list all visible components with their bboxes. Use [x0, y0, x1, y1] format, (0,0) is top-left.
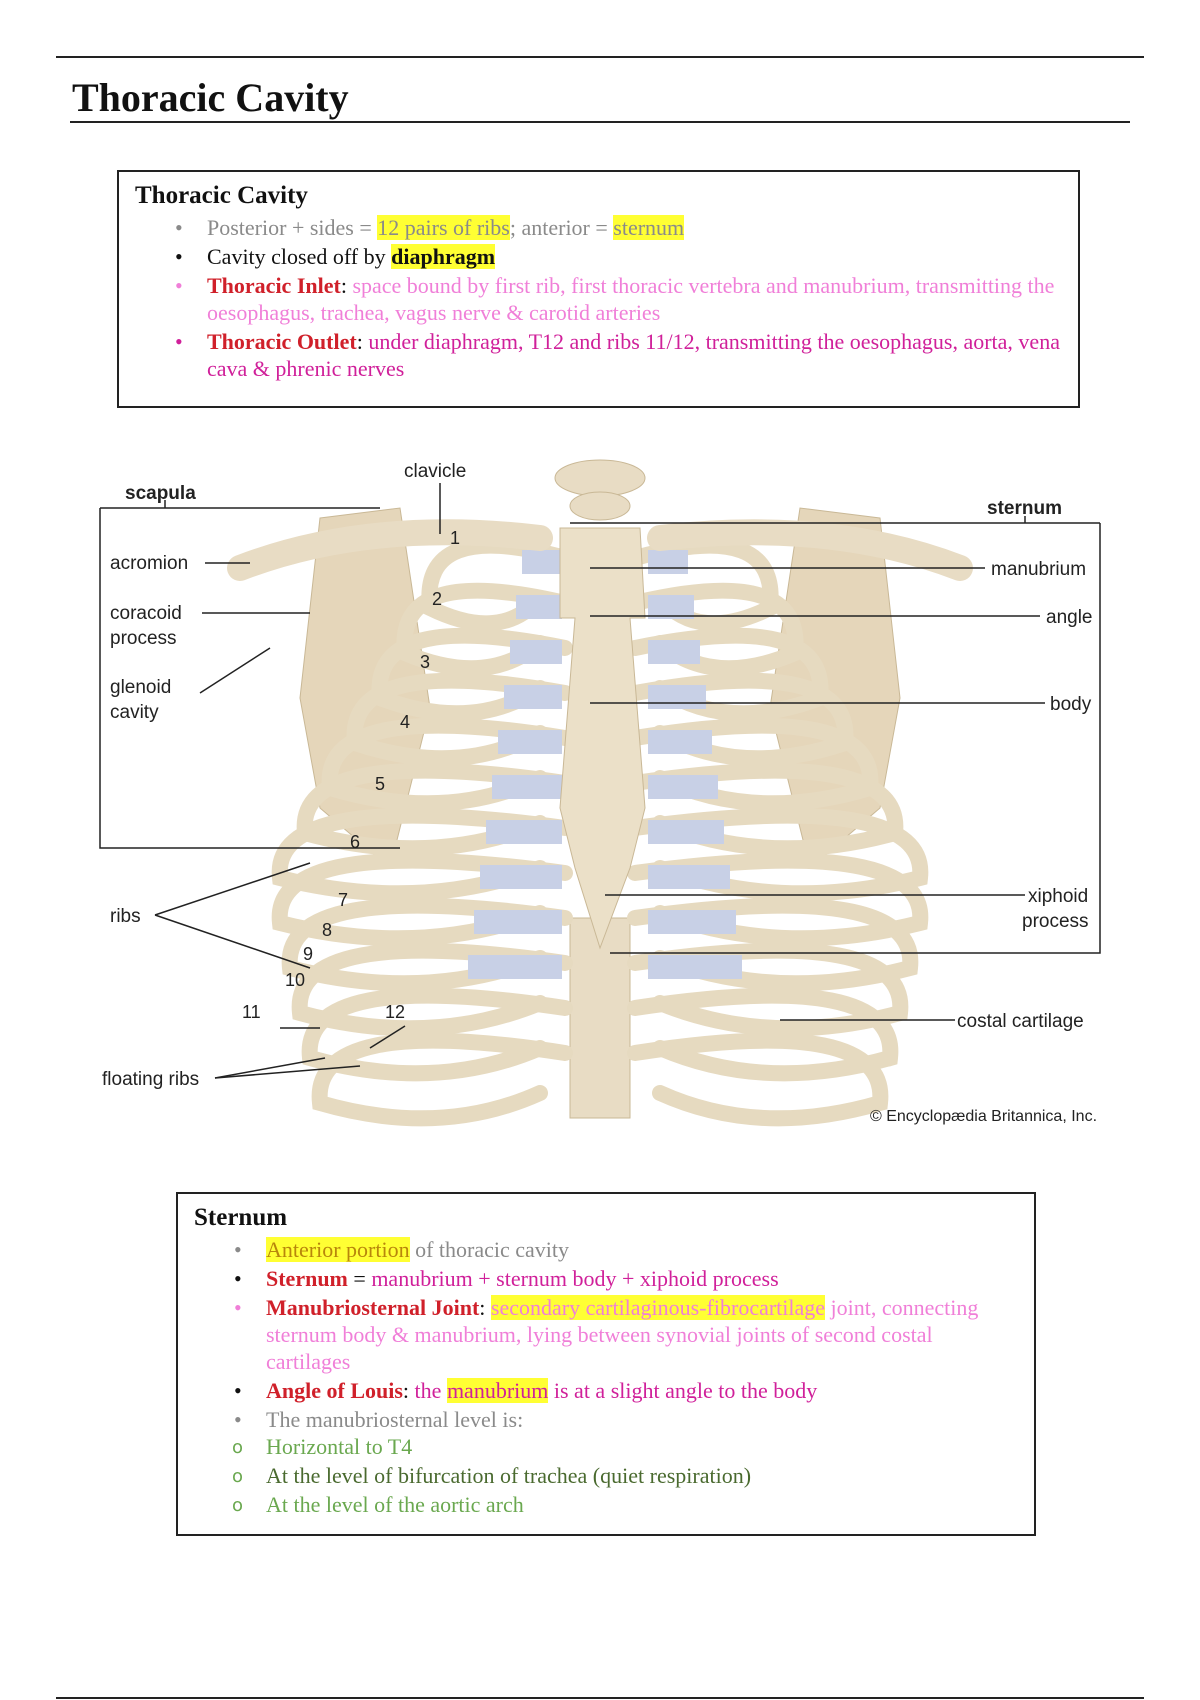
term-label: Angle of Louis — [266, 1378, 403, 1403]
sternum-list — [194, 1236, 1018, 1518]
ribcage-figure — [70, 448, 1130, 1138]
list-item — [135, 214, 1062, 241]
term-label: Thoracic Outlet — [207, 329, 357, 354]
highlight-text: 12 pairs of ribs — [377, 215, 510, 240]
item-text: : — [402, 1378, 415, 1403]
costal-cartilage-shape — [486, 820, 562, 844]
vertebra-shape — [570, 492, 630, 520]
sub-list-item — [194, 1433, 1018, 1460]
item-text: the — [414, 1378, 447, 1403]
label-scapula: scapula — [125, 483, 196, 504]
rib-number-label: 12 — [385, 1002, 406, 1022]
sub-list — [232, 1433, 1018, 1518]
item-text: of thoracic cavity — [409, 1237, 570, 1262]
term-label: Manubriosternal Joint — [266, 1295, 480, 1320]
rib-number-label: 10 — [285, 970, 306, 990]
label-xiphoid-1: xiphoid — [1028, 886, 1089, 907]
costal-cartilage-shape — [522, 550, 562, 574]
item-text: joint, connecting sternum body & manubrium, lying between synovial joints of second costal cartilages — [266, 1295, 979, 1374]
list-item — [135, 243, 1062, 270]
label-glenoid-2: cavity — [110, 702, 159, 723]
rib-number-label: 4 — [400, 712, 411, 732]
bullet-icon: • — [234, 1378, 242, 1403]
label-coracoid-2: process — [110, 628, 177, 649]
list-item — [194, 1294, 1018, 1375]
item-text: = — [347, 1266, 372, 1291]
item-text: : — [479, 1295, 491, 1320]
page-title: Thoracic Cavity — [72, 75, 349, 120]
item-text: manubrium + sternum body + xiphoid process — [371, 1266, 779, 1291]
label-manubrium: manubrium — [991, 559, 1087, 580]
vertebra-shape — [555, 460, 645, 496]
rib-number-label: 5 — [375, 774, 386, 794]
costal-cartilage-shape — [648, 775, 718, 799]
item-text: Horizontal to T4 — [266, 1434, 413, 1459]
item-text: The manubriosternal level is: — [266, 1407, 524, 1432]
highlight-text: sternum — [613, 215, 685, 240]
credit-text: © Encyclopædia Britannica, Inc. — [870, 1108, 1098, 1125]
costal-cartilage-shape — [468, 955, 562, 979]
box-heading: Thoracic Cavity — [135, 182, 308, 209]
rib-number-label: 2 — [432, 589, 443, 609]
list-item — [194, 1406, 1018, 1518]
costal-cartilage-shape — [516, 595, 562, 619]
item-text: is at a slight angle to the body — [548, 1378, 818, 1403]
circle-bullet-icon: o — [232, 1495, 244, 1516]
costal-cartilage-shape — [480, 865, 562, 889]
item-text: Posterior + sides = — [207, 215, 378, 240]
box-heading: Sternum — [194, 1204, 288, 1231]
bullet-icon: • — [175, 244, 183, 269]
costal-cartilage-shape — [648, 910, 736, 934]
item-text: At the level of the aortic arch — [266, 1492, 524, 1517]
highlight-text: diaphragm — [391, 244, 496, 269]
costal-cartilage-shape — [492, 775, 562, 799]
rib-number-label: 9 — [303, 944, 314, 964]
bottom-rule — [56, 1697, 1144, 1699]
costal-cartilage-shape — [648, 550, 688, 574]
costal-cartilage-shape — [648, 955, 742, 979]
rib-number-label: 7 — [338, 890, 349, 910]
item-text: : — [340, 273, 353, 298]
item-text: Cavity closed off by — [207, 244, 392, 269]
list-item — [194, 1265, 1018, 1292]
label-ribs: ribs — [110, 906, 141, 927]
item-text: At the level of bifurcation of trachea (quiet respiration) — [266, 1463, 752, 1488]
label-clavicle: clavicle — [404, 461, 467, 482]
label-body: body — [1050, 694, 1092, 715]
title-underline — [70, 121, 1130, 123]
label-acromion: acromion — [110, 553, 189, 574]
list-item — [194, 1377, 1018, 1404]
highlight-text: Anterior portion — [266, 1237, 410, 1262]
highlight-text: manubrium — [446, 1378, 549, 1403]
term-label: Thoracic Inlet — [207, 273, 341, 298]
bullet-icon: • — [234, 1295, 242, 1320]
costal-cartilage-shape — [474, 910, 562, 934]
label-costal-cartilage: costal cartilage — [957, 1011, 1084, 1032]
bullet-icon: • — [175, 215, 183, 240]
term-label: Sternum — [266, 1266, 348, 1291]
sub-list-item — [194, 1491, 1018, 1518]
costal-cartilage-shape — [504, 685, 562, 709]
rib-number-label: 3 — [420, 652, 431, 672]
rib-number-label: 1 — [450, 528, 461, 548]
item-text: under diaphragm, T12 and ribs 11/12, transmitting the oesophagus, aorta, vena cava & phrenic nerves — [207, 329, 1060, 381]
costal-cartilage-shape — [648, 685, 706, 709]
list-item — [194, 1236, 1018, 1263]
label-xiphoid-2: process — [1022, 911, 1089, 932]
rib-number-label: 6 — [350, 832, 361, 852]
list-item — [135, 328, 1062, 382]
sternum-box — [176, 1192, 1036, 1536]
label-angle: angle — [1046, 607, 1093, 628]
highlight-text: secondary cartilaginous-fibrocartilage — [490, 1295, 826, 1320]
costal-cartilage-shape — [648, 640, 700, 664]
label-sternum: sternum — [987, 498, 1062, 519]
costal-cartilage-shape — [510, 640, 562, 664]
rib-number-label: 11 — [242, 1002, 261, 1022]
thoracic-cavity-box — [117, 170, 1080, 408]
item-text: space bound by first rib, first thoracic vertebra and manubrium, transmitting the oesophagus, trachea, vagus nerve & carotid arteries — [207, 273, 1055, 325]
cavity-list — [135, 214, 1062, 382]
label-glenoid-1: glenoid — [110, 677, 172, 698]
bullet-icon: • — [175, 329, 183, 354]
top-rule — [56, 56, 1144, 58]
rib-number-label: 8 — [322, 920, 333, 940]
label-floating-ribs: floating ribs — [102, 1069, 200, 1090]
costal-cartilage-shape — [498, 730, 562, 754]
bullet-icon: • — [234, 1237, 242, 1262]
bullet-icon: • — [234, 1407, 242, 1432]
circle-bullet-icon: o — [232, 1437, 244, 1458]
sub-list-item — [194, 1462, 1018, 1489]
label-coracoid-1: coracoid — [110, 603, 182, 624]
bullet-icon: • — [234, 1266, 242, 1291]
costal-cartilage-shape — [648, 730, 712, 754]
list-item — [135, 272, 1062, 326]
item-text: : — [356, 329, 369, 354]
costal-cartilage-shape — [648, 820, 724, 844]
item-text: ; anterior = — [509, 215, 614, 240]
circle-bullet-icon: o — [232, 1466, 244, 1487]
costal-cartilage-shape — [648, 865, 730, 889]
bullet-icon: • — [175, 273, 183, 298]
